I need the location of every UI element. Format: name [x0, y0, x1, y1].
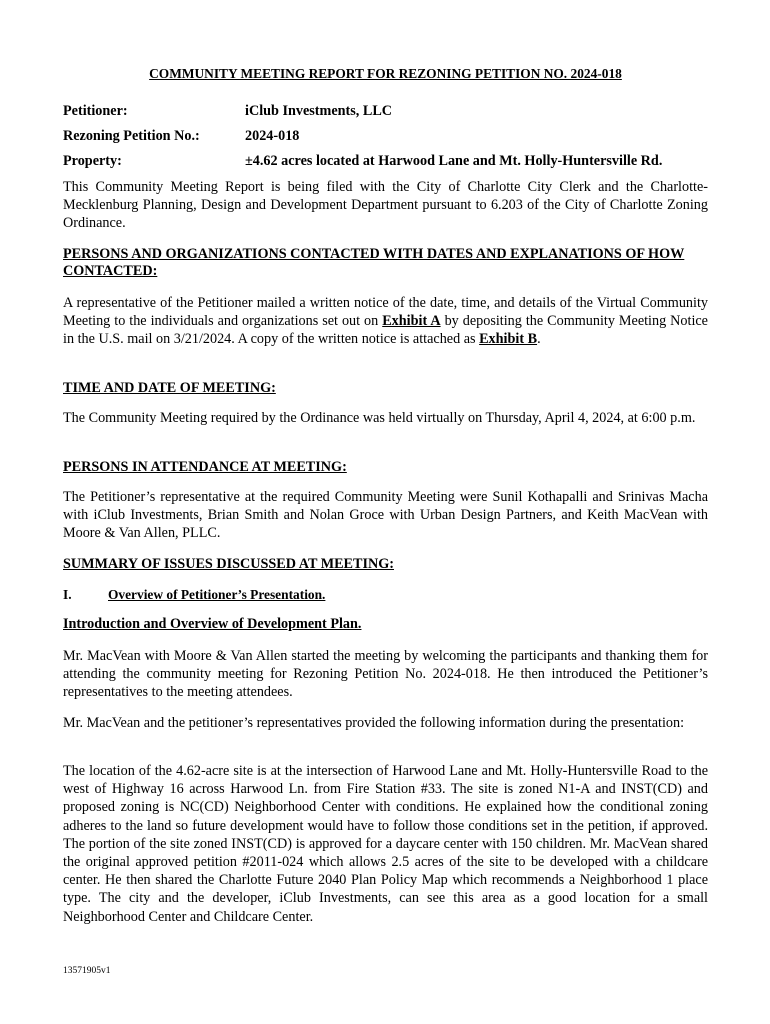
exhibit-a-reference: Exhibit A: [382, 313, 441, 330]
intro-paragraph: This Community Meeting Report is being filed with the City of Charlotte City Clerk and the Charlotte-Mecklenburg Planning, Design and Development Department pursuant to 6.203 of the City of Charlotte Zoning Ordinance.: [63, 179, 708, 232]
field-value: 2024-018: [245, 128, 300, 144]
heading-time-date: TIME AND DATE OF MEETING:: [63, 380, 276, 396]
field-value: ±4.62 acres located at Harwood Lane and Mt. Holly-Huntersville Rd.: [245, 153, 663, 169]
attendance-paragraph: The Petitioner’s representative at the required Community Meeting were Sunil Kothapalli and Srinivas Macha with iClub Investments, Brian Smith and Nolan Groce with Urban Design Partners, and Keith MacVean with Moore & Van Allen, PLLC.: [63, 489, 708, 542]
exhibit-b-reference: Exhibit B: [479, 331, 538, 348]
field-label: Property:: [63, 153, 122, 169]
summary-paragraph-3: The location of the 4.62-acre site is at the intersection of Harwood Lane and Mt. Holly-Huntersville Road to the west of Highway 16 across Harwood Ln. from Fire Station #33. The site is zoned N1-A and INST(CD) and proposed zoning is NC(CD) Neighborhood Center with conditions. He explained how the conditional zoning adheres to the land so future development would have to follow those conditions set in the petition, if approved. The portion of the site zoned INST(CD) is approved for a daycare center with 150 children. Mr. MacVean shared the original approved petition #2011-024 which allows 2.5 acres of the site to be developed with a childcare center. He then shared the Charlotte Future 2040 Plan Policy Map which recommends a Neighborhood 1 place type. The city and the developer, iClub Investments, can see this area as a good location for a small Neighborhood Center and Childcare Center.: [63, 763, 708, 925]
subheading-development-plan: Introduction and Overview of Development Plan.: [63, 616, 362, 632]
document-title: COMMUNITY MEETING REPORT FOR REZONING PETITION NO. 2024-018: [149, 66, 622, 81]
section-number: I.: [63, 587, 72, 602]
heading-summary: SUMMARY OF ISSUES DISCUSSED AT MEETING:: [63, 556, 394, 572]
field-label: Petitioner:: [63, 103, 128, 119]
field-label: Rezoning Petition No.:: [63, 128, 200, 144]
field-value: iClub Investments, LLC: [245, 103, 393, 119]
document-id-footer: 13571905v1: [63, 966, 111, 976]
heading-attendance: PERSONS IN ATTENDANCE AT MEETING:: [63, 459, 347, 475]
heading-persons-contacted: PERSONS AND ORGANIZATIONS CONTACTED WITH DATES AND EXPLANATIONS OF HOW CONTACTED:: [63, 246, 685, 279]
summary-paragraph-1: Mr. MacVean with Moore & Van Allen started the meeting by welcoming the participants and thanking them for attending the community meeting for Rezoning Petition No. 2024-018. He then introduced the Petitioner’s representatives to the meeting attendees.: [63, 648, 708, 701]
contacted-text-1: A representative of the Petitioner mailed a written notice of the date, time, and details of the Virtual Community Meeting to the individuals and organizations set out on: [63, 295, 708, 330]
time-date-paragraph: The Community Meeting required by the Ordinance was held virtually on Thursday, April 4, 2024, at 6:00 p.m.: [63, 410, 696, 426]
summary-paragraph-2: Mr. MacVean and the petitioner’s representatives provided the following information during the presentation:: [63, 715, 685, 731]
contacted-text-3: .: [537, 331, 541, 348]
contacted-paragraph: [63, 294, 708, 349]
contacted-text-2: by depositing the Community Meeting Notice in the U.S. mail on 3/21/2024. A copy of the written notice is attached as: [63, 313, 708, 348]
section-title: Overview of Petitioner’s Presentation.: [108, 587, 326, 602]
